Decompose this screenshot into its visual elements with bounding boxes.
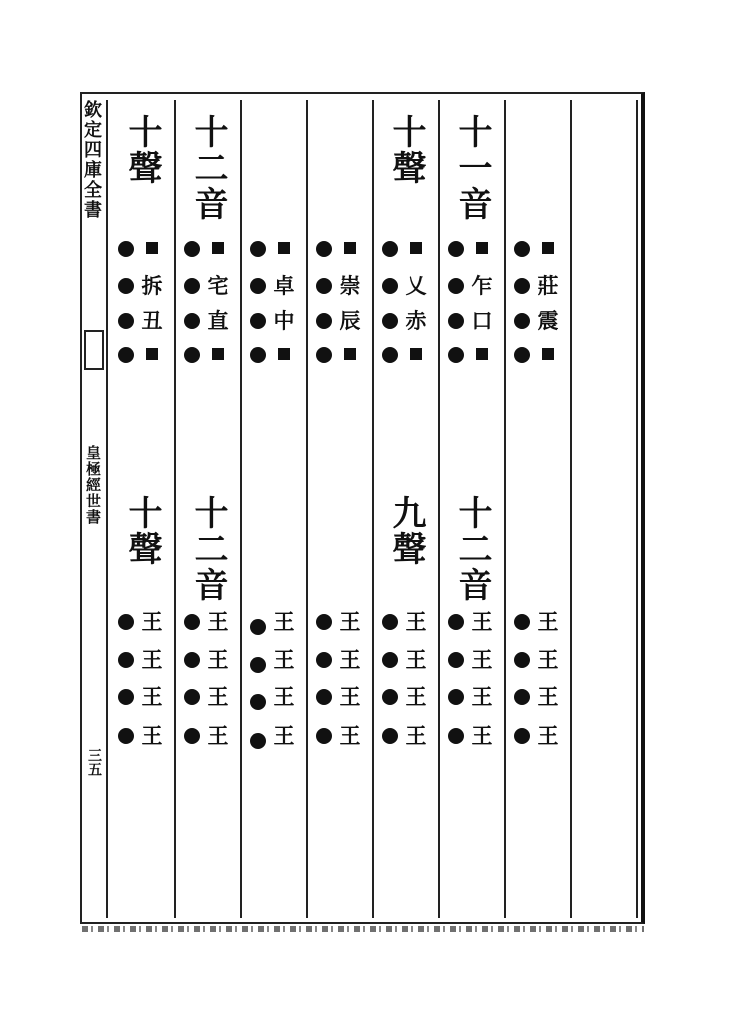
column-rule (570, 100, 572, 918)
blank-square-mark (476, 242, 488, 254)
filled-circle-mark (118, 347, 134, 363)
upper-character: 赤 (405, 308, 427, 333)
upper-character: 卓 (273, 273, 295, 298)
filled-circle-mark (250, 313, 266, 329)
filled-circle-mark (448, 652, 464, 668)
filled-circle-mark (316, 614, 332, 630)
blank-square-mark (410, 348, 422, 360)
filled-circle-mark (448, 689, 464, 705)
filled-circle-mark (316, 728, 332, 744)
margin-page-number: 三五 (86, 748, 102, 776)
filled-circle-mark (118, 689, 134, 705)
filled-circle-mark (250, 278, 266, 294)
lower-heading: 十二音 (452, 495, 492, 603)
filled-circle-mark (184, 278, 200, 294)
margin-fish-tail-mark (84, 330, 104, 370)
blank-square-mark (146, 242, 158, 254)
column-2 (176, 100, 240, 918)
lower-heading: 九聲 (386, 495, 426, 567)
filled-circle-mark (382, 278, 398, 294)
blank-square-mark (542, 242, 554, 254)
lower-character: 王 (339, 647, 361, 672)
column-5 (374, 100, 438, 918)
lower-character: 王 (339, 723, 361, 748)
lower-character: 王 (405, 723, 427, 748)
blank-square-mark (344, 348, 356, 360)
filled-circle-mark (184, 728, 200, 744)
filled-circle-mark (316, 241, 332, 257)
filled-circle-mark (184, 652, 200, 668)
filled-circle-mark (382, 689, 398, 705)
filled-circle-mark (316, 347, 332, 363)
filled-circle-mark (118, 278, 134, 294)
filled-circle-mark (448, 313, 464, 329)
upper-character: 宅 (207, 273, 229, 298)
blank-square-mark (278, 242, 290, 254)
bottom-border-noise (82, 926, 644, 932)
filled-circle-mark (382, 347, 398, 363)
filled-circle-mark (184, 614, 200, 630)
upper-character: 辰 (339, 308, 361, 333)
blank-square-mark (410, 242, 422, 254)
filled-circle-mark (448, 347, 464, 363)
filled-circle-mark (514, 652, 530, 668)
lower-character: 王 (471, 723, 493, 748)
column-3 (242, 100, 306, 918)
blank-square-mark (212, 242, 224, 254)
lower-character: 王 (141, 647, 163, 672)
filled-circle-mark (316, 313, 332, 329)
upper-heading: 十聲 (386, 114, 426, 186)
filled-circle-mark (184, 313, 200, 329)
filled-circle-mark (448, 728, 464, 744)
lower-character: 王 (273, 723, 295, 748)
lower-character: 王 (207, 684, 229, 709)
lower-character: 王 (141, 684, 163, 709)
column-rule (636, 100, 638, 918)
lower-character: 王 (273, 684, 295, 709)
lower-character: 王 (207, 609, 229, 634)
filled-circle-mark (448, 614, 464, 630)
filled-circle-mark (514, 689, 530, 705)
blank-square-mark (344, 242, 356, 254)
lower-heading: 十聲 (122, 495, 162, 567)
filled-circle-mark (382, 728, 398, 744)
filled-circle-mark (382, 241, 398, 257)
upper-character: 震 (537, 308, 559, 333)
filled-circle-mark (514, 614, 530, 630)
upper-character: 崇 (339, 273, 361, 298)
filled-circle-mark (514, 313, 530, 329)
lower-character: 王 (405, 609, 427, 634)
lower-character: 王 (537, 684, 559, 709)
upper-character: 拆 (141, 273, 163, 298)
filled-circle-mark (514, 347, 530, 363)
column-7 (506, 100, 570, 918)
filled-circle-mark (250, 694, 266, 710)
filled-circle-mark (514, 241, 530, 257)
blank-square-mark (476, 348, 488, 360)
blank-square-mark (278, 348, 290, 360)
margin-book-title: 欽定四庫全書 (81, 100, 102, 220)
upper-heading: 十聲 (122, 114, 162, 186)
lower-character: 王 (537, 647, 559, 672)
column-6 (440, 100, 504, 918)
filled-circle-mark (250, 619, 266, 635)
filled-circle-mark (184, 689, 200, 705)
lower-character: 王 (405, 647, 427, 672)
upper-character: 莊 (537, 273, 559, 298)
lower-character: 王 (273, 647, 295, 672)
lower-character: 王 (471, 609, 493, 634)
lower-character: 王 (141, 609, 163, 634)
blank-square-mark (146, 348, 158, 360)
column-4 (308, 100, 372, 918)
lower-character: 王 (141, 723, 163, 748)
upper-heading: 十一音 (452, 114, 492, 222)
lower-character: 王 (471, 684, 493, 709)
filled-circle-mark (382, 614, 398, 630)
lower-character: 王 (537, 609, 559, 634)
lower-character: 王 (405, 684, 427, 709)
lower-character: 王 (207, 723, 229, 748)
lower-character: 王 (339, 609, 361, 634)
filled-circle-mark (448, 241, 464, 257)
upper-character: 中 (273, 308, 295, 333)
filled-circle-mark (250, 347, 266, 363)
filled-circle-mark (250, 241, 266, 257)
filled-circle-mark (316, 652, 332, 668)
filled-circle-mark (514, 278, 530, 294)
filled-circle-mark (250, 657, 266, 673)
upper-character: 直 (207, 308, 229, 333)
upper-heading: 十二音 (188, 114, 228, 222)
filled-circle-mark (250, 733, 266, 749)
lower-character: 王 (207, 647, 229, 672)
column-1 (110, 100, 174, 918)
filled-circle-mark (448, 278, 464, 294)
filled-circle-mark (316, 278, 332, 294)
filled-circle-mark (118, 241, 134, 257)
lower-character: 王 (537, 723, 559, 748)
filled-circle-mark (118, 614, 134, 630)
upper-character: 口 (471, 308, 493, 333)
lower-character: 王 (339, 684, 361, 709)
filled-circle-mark (184, 347, 200, 363)
upper-character: 丑 (141, 308, 163, 333)
blank-square-mark (212, 348, 224, 360)
upper-character: 乂 (405, 273, 427, 298)
filled-circle-mark (118, 728, 134, 744)
blank-square-mark (542, 348, 554, 360)
filled-circle-mark (118, 313, 134, 329)
filled-circle-mark (184, 241, 200, 257)
margin-rule (106, 100, 108, 918)
filled-circle-mark (382, 652, 398, 668)
lower-heading: 十二音 (188, 495, 228, 603)
filled-circle-mark (514, 728, 530, 744)
filled-circle-mark (118, 652, 134, 668)
filled-circle-mark (382, 313, 398, 329)
lower-character: 王 (273, 609, 295, 634)
lower-character: 王 (471, 647, 493, 672)
margin-section-title: 皇極經世書 (84, 445, 102, 525)
upper-character: 乍 (471, 273, 493, 298)
filled-circle-mark (316, 689, 332, 705)
